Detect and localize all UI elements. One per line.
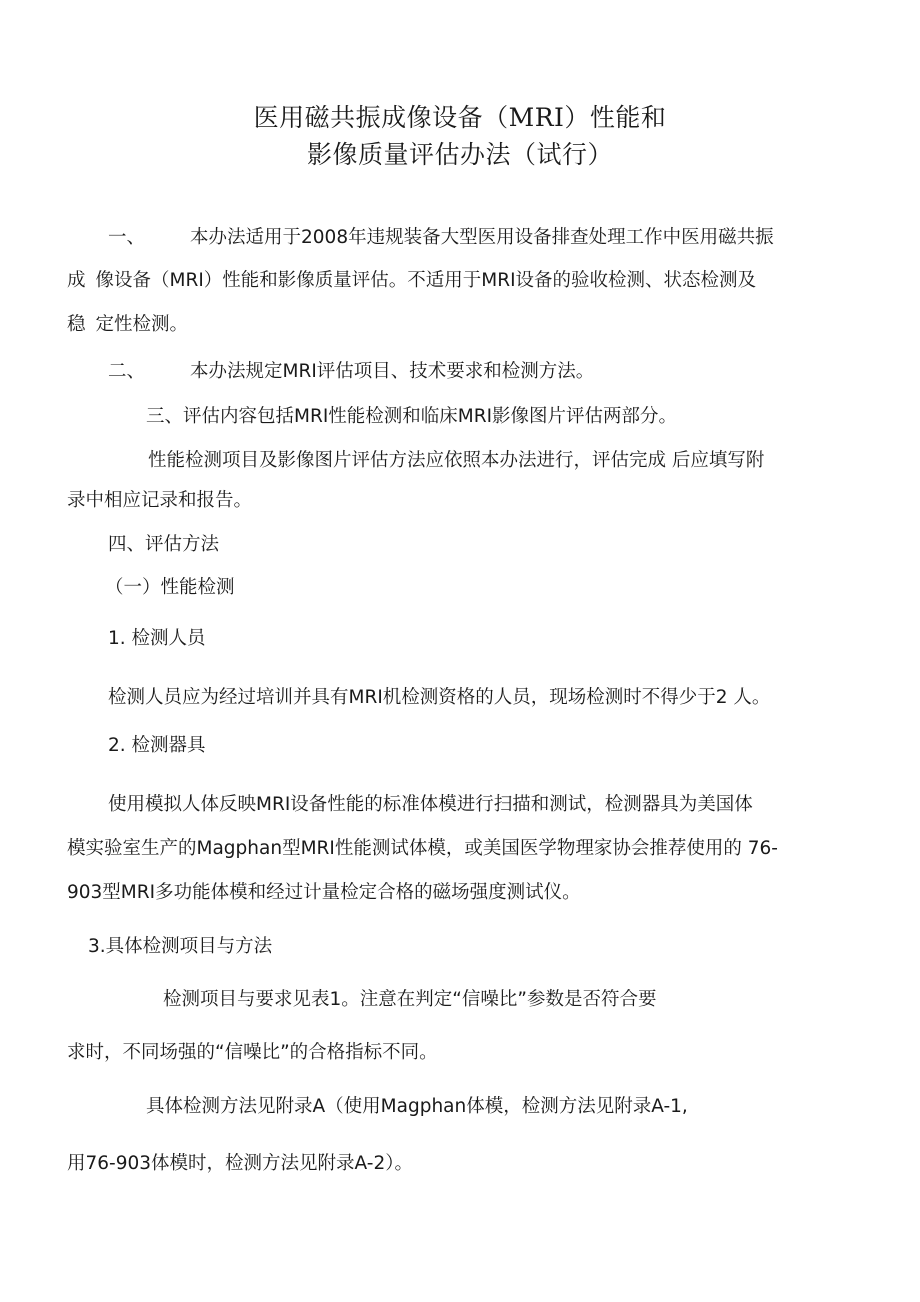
paragraph-1-number: 一、 — [108, 227, 146, 248]
subsection-performance-heading: （一）性能检测 — [105, 577, 235, 598]
item-3-text-line-2: 求时，不同场强的“信噪比”的合格指标不同。 — [67, 1042, 438, 1063]
paragraph-3: 三、评估内容包括MRI性能检测和临床MRI影像图片评估两部分。 — [146, 406, 678, 427]
paragraph-4-line-2: 录中相应记录和报告。 — [67, 490, 253, 511]
paragraph-2-number: 二、 — [108, 361, 146, 382]
item-3-text-line-3: 具体检测方法见附录A（使用Magphan体模，检测方法见附录A-1, — [146, 1096, 688, 1117]
paragraph-1-line-1 — [108, 226, 774, 250]
paragraph-1-text-line-2a: 成 — [67, 270, 86, 291]
item-2-text-line-3: 903型MRI多功能体模和经过计量检定合格的磁场强度测试仪。 — [67, 882, 581, 903]
document-title-line-1: 医用磁共振成像设备（MRI）性能和 — [253, 103, 667, 132]
paragraph-1-line-3 — [67, 313, 188, 337]
document-title-line-2: 影像质量评估办法（试行） — [306, 140, 613, 169]
item-2-text-line-2: 模实验室生产的Magphan型MRI性能测试体模，或美国医学物理家协会推荐使用的 76- — [67, 838, 778, 859]
item-3-text-line-1: 检测项目与要求见表1。注意在判定“信噪比”参数是否符合要 — [163, 989, 657, 1010]
paragraph-2 — [108, 360, 594, 384]
paragraph-1-text-line-3a: 稳 — [67, 314, 86, 335]
item-3-heading: 3.具体检测项目与方法 — [88, 936, 273, 957]
item-2-text-line-1: 使用模拟人体反映MRI设备性能的标准体模进行扫描和测试，检测器具为美国体 — [108, 794, 753, 815]
paragraph-4-line-1: 性能检测项目及影像图片评估方法应依照本办法进行，评估完成 后应填写附 — [148, 450, 765, 471]
paragraph-1-line-2 — [67, 269, 756, 293]
paragraph-1-text-line-1: 本办法适用于2008年违规装备大型医用设备排查处理工作中医用磁共振 — [190, 227, 774, 248]
paragraph-2-text: 本办法规定MRI评估项目、技术要求和检测方法。 — [190, 361, 595, 382]
section-4-heading: 四、评估方法 — [108, 534, 220, 555]
item-3-text-line-4: 用76-903体模时，检测方法见附录A-2）。 — [67, 1153, 413, 1174]
paragraph-1-text-line-3b: 定性检测。 — [95, 314, 189, 335]
item-2-heading: 2. 检测器具 — [108, 735, 206, 756]
item-1-text: 检测人员应为经过培训并具有MRI机检测资格的人员，现场检测时不得少于2 人。 — [108, 687, 771, 708]
paragraph-1-text-line-2b: 像设备（MRI）性能和影像质量评估。不适用于MRI设备的验收检测、状态检测及 — [95, 270, 757, 291]
item-1-heading: 1. 检测人员 — [108, 628, 206, 649]
